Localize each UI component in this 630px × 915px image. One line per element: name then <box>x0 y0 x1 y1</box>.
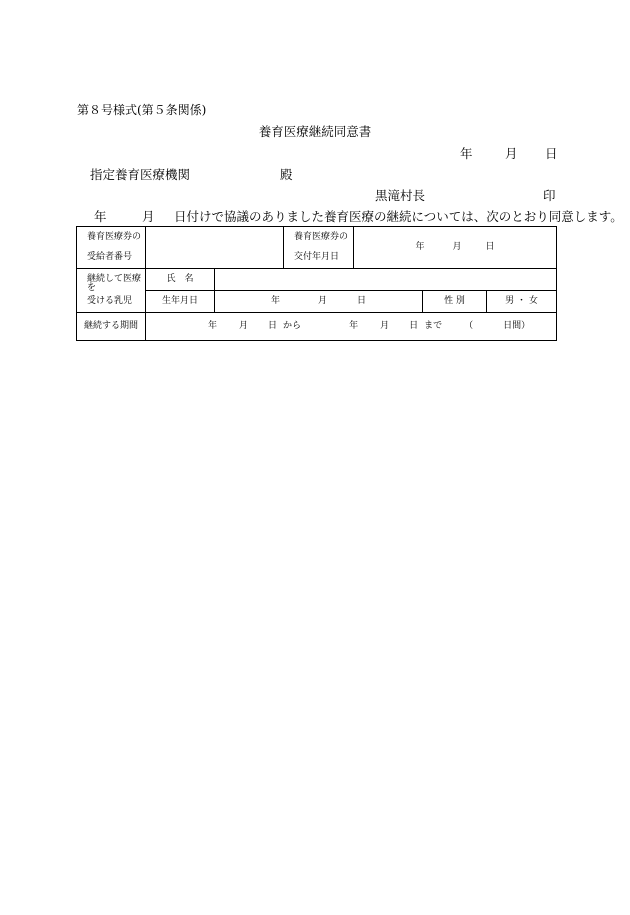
seal-mark: 印 <box>543 188 556 203</box>
period-from-day: 日 <box>268 321 278 331</box>
table-row <box>77 291 557 313</box>
addressee: 指定養育医療機関 <box>90 167 191 182</box>
issue-year: 年 <box>415 242 425 252</box>
name-field[interactable] <box>215 269 557 291</box>
sentence-body: 日付けで協議のありました養育医療の継続については、次のとおり同意します。 <box>174 209 623 224</box>
sentence-year: 年 <box>94 209 107 224</box>
date-year: 年 <box>460 146 473 161</box>
infant-label: 継続して医療を 受ける乳児 <box>77 269 146 313</box>
birth-year: 年 <box>270 296 280 306</box>
table-row <box>77 313 557 341</box>
form-number: 第８号様式(第５条関係) <box>77 103 207 117</box>
name-label: 氏 名 <box>146 269 215 291</box>
issue-date-field[interactable] <box>354 227 557 269</box>
consent-table <box>76 226 557 341</box>
period-from-month: 月 <box>239 321 249 331</box>
sex-label: 性 別 <box>423 291 487 313</box>
period-to-suffix: まで <box>424 321 443 331</box>
sex-field[interactable]: 男 ・ 女 <box>487 291 557 313</box>
period-to-day: 日 <box>409 321 419 331</box>
period-label: 継続する期間 <box>77 313 146 341</box>
period-days: 日間） <box>503 321 531 331</box>
birthdate-label: 生年月日 <box>146 291 215 313</box>
period-field[interactable] <box>146 313 557 341</box>
table-row <box>77 227 557 269</box>
birth-month: 月 <box>317 296 327 306</box>
date-month: 月 <box>505 146 518 161</box>
period-from-year: 年 <box>208 321 218 331</box>
issue-date-label: 養育医療券の 交付年月日 <box>284 227 354 269</box>
document-title: 養育医療継続同意書 <box>258 124 372 139</box>
honorific: 殿 <box>280 167 293 182</box>
date-day: 日 <box>545 146 558 161</box>
period-to-year: 年 <box>349 321 359 331</box>
recipient-number-field[interactable] <box>146 227 284 269</box>
issue-day: 日 <box>485 242 495 252</box>
sentence-month: 月 <box>142 209 155 224</box>
issuer: 黒滝村長 <box>375 188 426 203</box>
recipient-number-label: 養育医療券の 受給者番号 <box>77 227 146 269</box>
table-row <box>77 269 557 291</box>
period-from-suffix: から <box>283 321 302 331</box>
period-to-month: 月 <box>380 321 390 331</box>
period-open-paren: （ <box>464 321 474 331</box>
birthdate-field[interactable] <box>215 291 423 313</box>
issue-month: 月 <box>452 242 462 252</box>
birth-day: 日 <box>357 296 367 306</box>
